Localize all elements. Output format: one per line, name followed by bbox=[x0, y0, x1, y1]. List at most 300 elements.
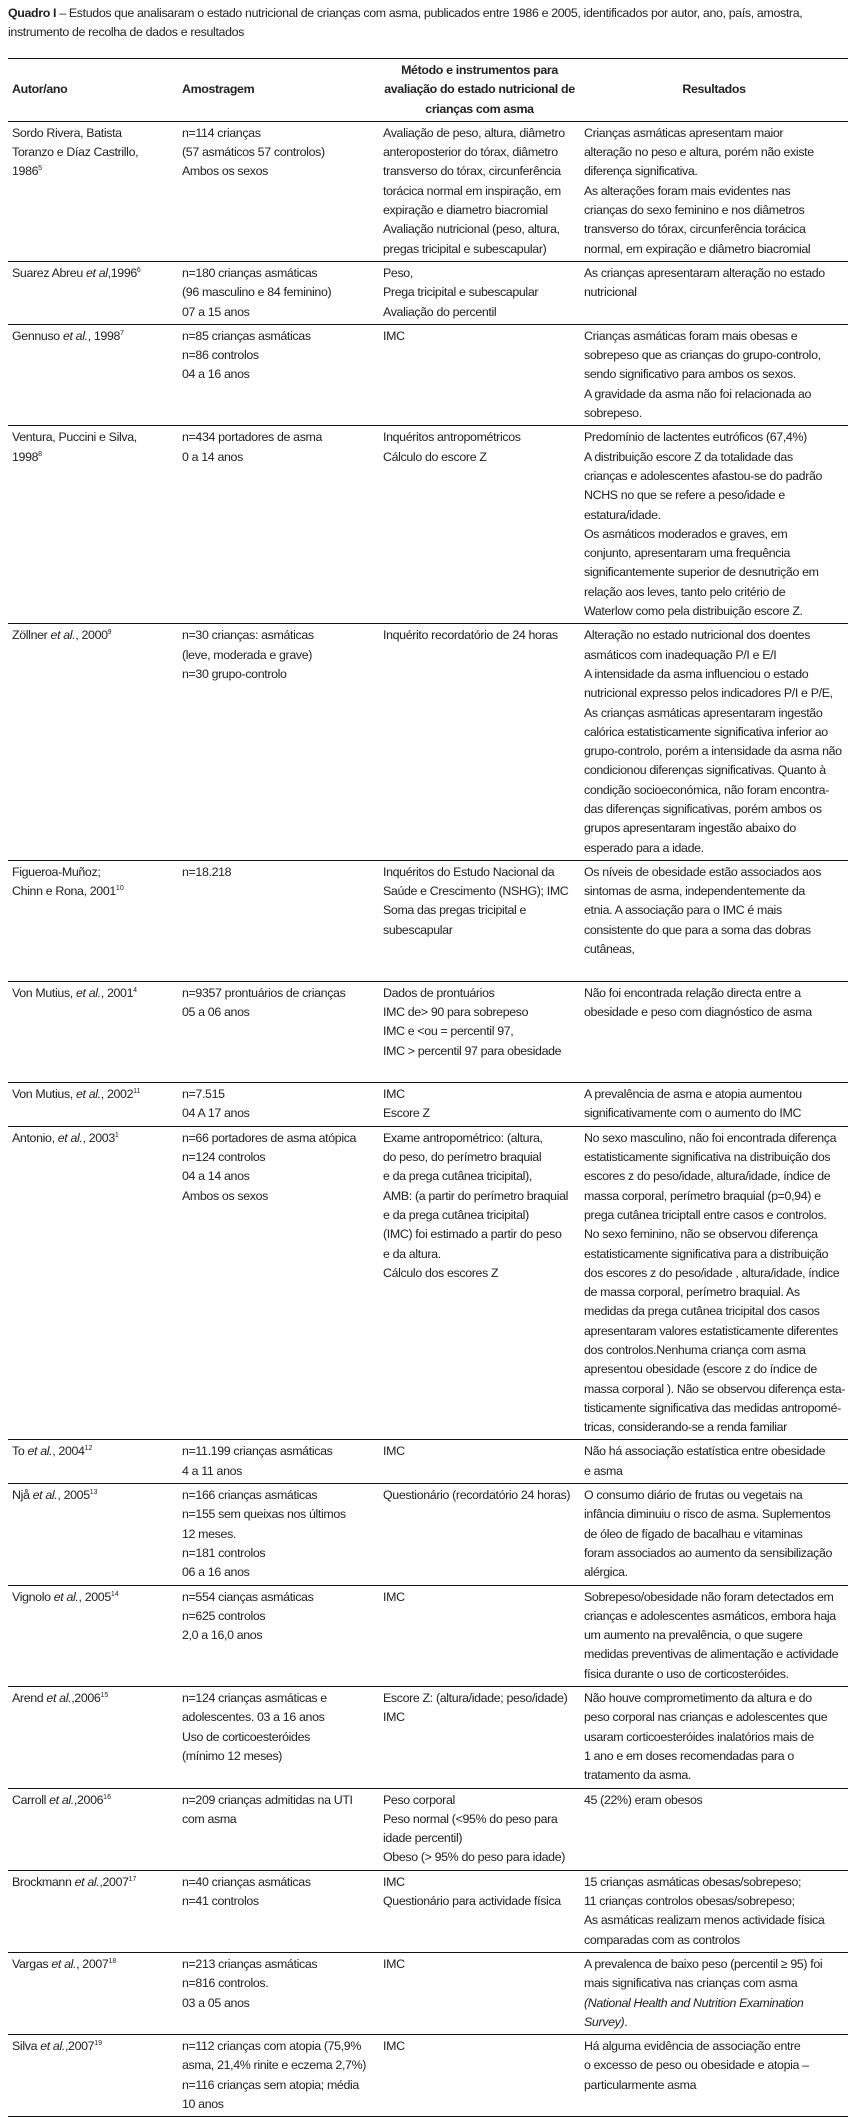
autor-line bbox=[12, 863, 174, 882]
resultados-line: sintomas de asma, independentemente da bbox=[584, 884, 805, 899]
metodo-line: Prega tricipital e subescapular bbox=[383, 285, 539, 300]
resultados-line: crianças do sexo feminino e nos diâmetros bbox=[584, 203, 805, 218]
metodo-line: Inquéritos antropométricos bbox=[383, 430, 521, 445]
reference-superscript: 5 bbox=[38, 165, 43, 173]
cell-autor bbox=[8, 1687, 178, 1788]
amostragem-line: n=85 crianças asmáticas bbox=[182, 328, 311, 343]
text-part: ,2006 bbox=[73, 1792, 104, 1807]
resultados-line: As alterações foram mais evidentes nas bbox=[584, 183, 791, 198]
text-part: Vignolo bbox=[12, 1589, 54, 1604]
metodo-line: AMB: (a partir do perímetro braquial bbox=[383, 1188, 569, 1203]
autor-line bbox=[12, 1873, 174, 1892]
table-row bbox=[8, 1870, 848, 1952]
cell-amostragem bbox=[178, 1952, 379, 2034]
resultados-line: significantemente superior de desnutrição em bbox=[584, 565, 819, 580]
reference-superscript: 9 bbox=[107, 629, 112, 637]
amostragem-line: n=213 crianças asmáticas bbox=[182, 1956, 318, 1971]
autor-line bbox=[12, 327, 174, 346]
amostragem-line: (57 asmáticos 57 controlos) bbox=[182, 145, 325, 160]
resultados-line: A distribuição escore Z da totalidade das bbox=[584, 449, 793, 464]
cell-autor bbox=[8, 426, 178, 624]
amostragem-line: n=166 crianças asmáticas bbox=[182, 1488, 318, 1503]
cell-amostragem bbox=[178, 1484, 379, 1585]
resultados-line: grupo-controlo, porém a intensidade da asma não bbox=[584, 744, 842, 759]
resultados-line: prega cutânea triciptall entre casos e controlos. bbox=[584, 1207, 827, 1222]
metodo-line: Cálculo dos escores Z bbox=[383, 1265, 499, 1280]
metodo-line: Soma das pregas tricipital e bbox=[383, 903, 527, 918]
cell-autor bbox=[8, 1952, 178, 2034]
text-part: Von Mutius, bbox=[12, 1087, 76, 1102]
text-part: Njå bbox=[12, 1488, 33, 1503]
table-row bbox=[8, 1952, 848, 2034]
amostragem-line: n=66 portadores de asma atópica bbox=[182, 1130, 357, 1145]
cell-resultados bbox=[580, 1083, 848, 1127]
metodo-line: Exame antropométrico: (altura, bbox=[383, 1130, 543, 1145]
resultados-line: As crianças apresentaram alteração no estado bbox=[584, 265, 825, 280]
amostragem-line: 04 a 14 anos bbox=[182, 1169, 250, 1184]
metodo-line: torácica normal em inspiração, em bbox=[383, 183, 561, 198]
resultados-line: relação aos leves, tanto pelo critério de bbox=[584, 584, 786, 599]
text-part: ,2006 bbox=[71, 1691, 101, 1706]
cell-amostragem bbox=[178, 261, 379, 324]
metodo-line: Peso corporal bbox=[383, 1792, 455, 1807]
autor-line bbox=[12, 264, 174, 283]
autor-line bbox=[12, 626, 174, 645]
resultados-line: 11 crianças controlos obesas/sobrepeso; bbox=[584, 1894, 795, 1909]
resultados-line: NCHS no que se refere a peso/idade e bbox=[584, 488, 785, 503]
cell-autor bbox=[8, 2035, 178, 2117]
reference-superscript: 8 bbox=[38, 450, 43, 458]
cell-resultados bbox=[580, 1870, 848, 1952]
amostragem-line: 05 a 06 anos bbox=[182, 1004, 250, 1019]
autor-line bbox=[12, 162, 174, 181]
text-part: Zöllner bbox=[12, 628, 51, 643]
table-row bbox=[8, 1687, 848, 1788]
resultados-line: 1 ano e em doses recomendadas para o bbox=[584, 1748, 794, 1763]
cell-metodo bbox=[379, 624, 580, 861]
header-metodo-line: avaliação do estado nutricional de bbox=[384, 82, 575, 97]
metodo-line: Escore Z bbox=[383, 1106, 430, 1121]
reference-superscript: 11 bbox=[133, 1088, 141, 1096]
metodo-line: Obeso (> 95% do peso para idade) bbox=[383, 1850, 566, 1865]
reference-superscript: 10 bbox=[115, 885, 124, 893]
cell-autor bbox=[8, 1788, 178, 1870]
amostragem-line: 06 a 16 anos bbox=[182, 1565, 250, 1580]
resultados-line: Sobrepeso/obesidade não foram detectados em bbox=[584, 1589, 834, 1604]
table-caption bbox=[8, 4, 844, 42]
metodo-line: Inquérito recordatório de 24 horas bbox=[383, 628, 558, 643]
cell-autor bbox=[8, 1585, 178, 1686]
resultados-line: sendo significativo para ambos os sexos. bbox=[584, 367, 796, 382]
amostragem-line: com asma bbox=[182, 1811, 237, 1826]
italic-part: et al. bbox=[76, 985, 101, 1000]
text-part: Antonio, bbox=[12, 1130, 58, 1145]
table-header bbox=[8, 59, 848, 122]
cell-metodo bbox=[379, 2035, 580, 2117]
amostragem-line: n=30 grupo-controlo bbox=[182, 666, 287, 681]
metodo-line: e da prega cutânea tricipital), bbox=[383, 1169, 532, 1184]
metodo-line: (IMC) foi estimado a partir do peso bbox=[383, 1227, 562, 1242]
metodo-line: do peso, do perímetro braquial bbox=[383, 1150, 542, 1165]
text-part: Carroll bbox=[12, 1792, 50, 1807]
resultados-line: sobrepeso que as crianças do grupo-controlo, bbox=[584, 348, 821, 363]
metodo-line: Avaliação de peso, altura, diâmetro bbox=[383, 125, 565, 140]
text-part: , 2000 bbox=[75, 628, 108, 643]
reference-superscript: 19 bbox=[94, 2040, 103, 2048]
amostragem-line: n=209 crianças admitidas na UTI bbox=[182, 1792, 353, 1807]
metodo-line: anteroposterior do tórax, diâmetro bbox=[383, 145, 558, 160]
amostragem-line: n=11.199 crianças asmáticas bbox=[182, 1444, 333, 1459]
resultados-line: Os níveis de obesidade estão associados aos bbox=[584, 864, 822, 879]
text-part: , 2007 bbox=[76, 1956, 109, 1971]
cell-resultados bbox=[580, 1788, 848, 1870]
cell-autor bbox=[8, 1126, 178, 1440]
metodo-line: IMC bbox=[383, 1087, 405, 1102]
amostragem-line: asma, 21,4% rinite e eczema 2,7%) bbox=[182, 2058, 367, 2073]
amostragem-line: adolescentes. 03 a 16 anos bbox=[182, 1710, 325, 1725]
resultados-line: conjunto, apresentaram uma frequência bbox=[584, 546, 791, 561]
cell-metodo bbox=[379, 426, 580, 624]
amostragem-line: n=30 crianças: asmáticas bbox=[182, 628, 314, 643]
resultados-line: A intensidade da asma influenciou o estado bbox=[584, 666, 809, 681]
metodo-line: transverso do tórax, circunferência bbox=[383, 164, 561, 179]
text-part: ,2007 bbox=[64, 2039, 95, 2054]
resultados-line: massa corporal, perímetro braquial (p=0,94) e bbox=[584, 1188, 821, 1203]
resultados-line: As crianças asmáticas apresentaram ingestão bbox=[584, 705, 823, 720]
resultados-line: apresentou obesidade (escore z do índice de bbox=[584, 1362, 817, 1377]
resultados-line: nutricional bbox=[584, 285, 637, 300]
metodo-line: IMC de> 90 para sobrepeso bbox=[383, 1004, 529, 1019]
cell-amostragem bbox=[178, 1585, 379, 1686]
autor-line bbox=[12, 1588, 174, 1607]
header-metodo-line: Método e instrumentos para bbox=[401, 63, 558, 77]
reference-superscript: 7 bbox=[120, 329, 124, 337]
autor-line bbox=[12, 1129, 174, 1148]
cell-resultados bbox=[580, 1585, 848, 1686]
resultados-line: Os asmáticos moderados e graves, em bbox=[584, 526, 788, 541]
resultados-line: cutâneas, bbox=[584, 942, 635, 957]
italic-part: et al bbox=[85, 265, 108, 280]
resultados-line: das diferenças significativas, porém ambos os bbox=[584, 801, 822, 816]
cell-autor bbox=[8, 324, 178, 425]
resultados-line bbox=[584, 1994, 844, 2013]
header-resultados: Resultados bbox=[682, 82, 746, 97]
metodo-line: IMC e <ou = percentil 97, bbox=[383, 1024, 514, 1039]
metodo-line: IMC bbox=[383, 1874, 405, 1889]
resultados-line: obesidade e peso com diagnóstico de asma bbox=[584, 1004, 812, 1019]
amostragem-line: n=86 controlos bbox=[182, 348, 259, 363]
resultados-line: Crianças asmáticas apresentam maior bbox=[584, 125, 784, 140]
metodo-line: e da prega cutânea tricipital) bbox=[383, 1207, 529, 1222]
table-row bbox=[8, 2035, 848, 2117]
italic-part: et al. bbox=[32, 1488, 58, 1503]
amostragem-line: 03 a 05 anos bbox=[182, 1995, 250, 2010]
metodo-line: IMC bbox=[383, 1444, 405, 1459]
autor-line bbox=[12, 1955, 174, 1974]
text-part: , 2004 bbox=[52, 1444, 85, 1459]
italic-part: et al. bbox=[27, 1444, 53, 1459]
table-row bbox=[8, 121, 848, 261]
amostragem-line: n=7.515 bbox=[182, 1087, 225, 1102]
autor-line bbox=[12, 1689, 174, 1708]
table-body bbox=[8, 121, 848, 2116]
resultados-line: comparadas com as controlos bbox=[584, 1932, 740, 1947]
cell-autor bbox=[8, 860, 178, 981]
cell-metodo bbox=[379, 121, 580, 261]
text-part: , 2005 bbox=[78, 1589, 111, 1604]
resultados-line: sobrepeso. bbox=[584, 406, 642, 421]
cell-resultados bbox=[580, 981, 848, 1082]
autor-line bbox=[12, 428, 174, 447]
metodo-line: Questionário (recordatório 24 horas) bbox=[383, 1488, 571, 1503]
resultados-line: consistente do que para a soma das dobras bbox=[584, 922, 811, 937]
amostragem-line: 04 a 16 anos bbox=[182, 367, 250, 382]
table-row bbox=[8, 426, 848, 624]
cell-amostragem bbox=[178, 860, 379, 981]
cell-amostragem bbox=[178, 1788, 379, 1870]
reference-superscript: 1 bbox=[114, 1131, 119, 1139]
metodo-line: idade percentil) bbox=[383, 1831, 463, 1846]
header-amostragem: Amostragem bbox=[182, 82, 255, 97]
resultados-line: condição socioeconómica, não foram encontra- bbox=[584, 782, 829, 797]
reference-superscript: 14 bbox=[110, 1590, 119, 1598]
text-part: Silva bbox=[12, 2039, 41, 2054]
amostragem-line: n=124 controlos bbox=[182, 1150, 266, 1165]
autor-line bbox=[12, 124, 174, 143]
metodo-line: Peso normal (<95% do peso para bbox=[383, 1811, 558, 1826]
cell-autor bbox=[8, 981, 178, 1082]
table-row bbox=[8, 1788, 848, 1870]
resultados-line: peso corporal nas crianças e adolescentes que bbox=[584, 1710, 828, 1725]
metodo-line: subescapular bbox=[383, 922, 453, 937]
cell-metodo bbox=[379, 1788, 580, 1870]
text-part: 1998 bbox=[12, 449, 39, 464]
amostragem-line: n=180 crianças asmáticas bbox=[182, 265, 318, 280]
resultados-line: massa corporal ). Não se observou diferença esta- bbox=[584, 1381, 846, 1396]
italic-part: Survey) bbox=[584, 2014, 625, 2029]
resultados-line: calórica estatisticamente significativa inferior ao bbox=[584, 724, 828, 739]
resultados-line: Há alguma evidência de associação entre bbox=[584, 2039, 801, 2054]
cell-resultados bbox=[580, 261, 848, 324]
metodo-line: IMC bbox=[383, 2039, 405, 2054]
text-part: Arend bbox=[12, 1691, 47, 1706]
resultados-line: Predomínio de lactentes eutróficos (67,4%) bbox=[584, 430, 807, 445]
text-part: . bbox=[624, 2014, 628, 2029]
header-row bbox=[8, 59, 848, 122]
resultados-line: alérgica. bbox=[584, 1565, 628, 1580]
resultados-line: de massa corporal, perímetro braquial. As bbox=[584, 1285, 800, 1300]
cell-resultados bbox=[580, 1687, 848, 1788]
resultados-line: dos controlos.Nenhuma criança com asma bbox=[584, 1343, 806, 1357]
text-part: Suarez Abreu bbox=[12, 265, 86, 280]
resultados-line bbox=[584, 959, 844, 978]
cell-metodo bbox=[379, 1126, 580, 1440]
resultados-line: alteração no peso e altura, porém não existe bbox=[584, 145, 814, 160]
resultados-line: etnia. A associação para o IMC é mais bbox=[584, 903, 782, 918]
table-row bbox=[8, 324, 848, 425]
autor-line bbox=[12, 143, 174, 162]
resultados-line: A prevalenca de baixo peso (percentil ≥ 95) foi bbox=[584, 1956, 823, 1971]
table-row bbox=[8, 981, 848, 1082]
text-part: ,1996 bbox=[107, 265, 137, 280]
text-part: To bbox=[12, 1444, 28, 1459]
italic-part: et al. bbox=[53, 1589, 79, 1604]
italic-part: et al. bbox=[51, 1956, 77, 1971]
resultados-line: No sexo masculino, não foi encontrada diferença bbox=[584, 1130, 837, 1145]
amostragem-line: n=41 controlos bbox=[182, 1894, 259, 1909]
resultados-line: infância diminuiu o risco de asma. Suplementos bbox=[584, 1507, 831, 1522]
cell-metodo bbox=[379, 261, 580, 324]
header-metodo-line: crianças com asma bbox=[425, 101, 534, 116]
resultados-line: Waterlow como pela distribuição escore Z. bbox=[584, 604, 803, 619]
amostragem-line: Ambos os sexos bbox=[182, 1188, 269, 1203]
resultados-line: de óleo de fígado de bacalhau e vitaminas bbox=[584, 1526, 803, 1541]
metodo-line: Escore Z: (altura/idade; peso/idade) bbox=[383, 1691, 568, 1706]
cell-amostragem bbox=[178, 324, 379, 425]
metodo-line: Peso, bbox=[383, 265, 413, 280]
resultados-line: A gravidade da asma não foi relacionada ao bbox=[584, 386, 812, 401]
metodo-line: pregas tricipital e subescapular) bbox=[383, 241, 547, 256]
text-part: , 1998 bbox=[87, 328, 121, 343]
metodo-line bbox=[383, 1061, 576, 1080]
resultados-line bbox=[584, 2013, 844, 2032]
cell-metodo bbox=[379, 1083, 580, 1127]
cell-autor bbox=[8, 1440, 178, 1484]
cell-metodo bbox=[379, 860, 580, 981]
italic-part: et al. bbox=[40, 2039, 65, 2054]
resultados-line: esperado para a idade. bbox=[584, 840, 704, 855]
resultados-line: estatisticamente significativa na distribuição dos bbox=[584, 1150, 831, 1165]
metodo-line: e da altura. bbox=[383, 1246, 441, 1261]
resultados-line: foram associados ao aumento da sensibilização bbox=[584, 1545, 833, 1560]
amostragem-line: n=9357 prontuários de crianças bbox=[182, 985, 346, 1000]
resultados-line: tratamento da asma. bbox=[584, 1768, 691, 1783]
autor-line bbox=[12, 2037, 174, 2056]
table-row bbox=[8, 1440, 848, 1484]
amostragem-line: 0 a 14 anos bbox=[182, 449, 243, 464]
metodo-line: IMC > percentil 97 para obesidade bbox=[383, 1043, 562, 1058]
resultados-line: mais significativa nas crianças com asma bbox=[584, 1976, 798, 1991]
reference-superscript: 13 bbox=[89, 1489, 98, 1497]
text-part: , 2001 bbox=[100, 985, 134, 1000]
text-part: , 2002 bbox=[100, 1087, 134, 1102]
metodo-line: IMC bbox=[383, 328, 405, 343]
metodo-line: Dados de prontuários bbox=[383, 985, 495, 1000]
amostragem-line: n=40 crianças asmáticas bbox=[182, 1874, 311, 1889]
reference-superscript: 4 bbox=[133, 986, 138, 994]
resultados-line: crianças e adolescentes afastou-se do padrão bbox=[584, 468, 823, 483]
cell-amostragem bbox=[178, 426, 379, 624]
resultados-line: condicionou diferenças significativas. Quanto à bbox=[584, 763, 826, 778]
autor-line bbox=[12, 448, 174, 467]
cell-autor bbox=[8, 121, 178, 261]
text-part: Gennuso bbox=[12, 328, 63, 343]
metodo-line: Saúde e Crescimento (NSHG); IMC bbox=[383, 884, 569, 899]
metodo-line: expiração e diametro biacromial bbox=[383, 203, 548, 218]
metodo-line: IMC bbox=[383, 1956, 405, 1971]
amostragem-line: n=181 controlos bbox=[182, 1545, 266, 1560]
resultados-line: grupos apresentaram ingestão abaixo do bbox=[584, 821, 796, 836]
reference-superscript: 17 bbox=[128, 1875, 137, 1883]
cell-metodo bbox=[379, 1870, 580, 1952]
reference-superscript: 18 bbox=[108, 1957, 117, 1965]
resultados-line: apresentaram valores estatisticamente diferentes bbox=[584, 1323, 838, 1338]
resultados-line: 45 (22%) eram obesos bbox=[584, 1792, 703, 1807]
amostragem-line: n=124 crianças asmáticas e bbox=[182, 1691, 327, 1706]
amostragem-line: 07 a 15 anos bbox=[182, 304, 250, 319]
amostragem-line: n=554 cianças asmáticas bbox=[182, 1589, 314, 1604]
text-part: Brockmann bbox=[12, 1874, 75, 1889]
autor-line bbox=[12, 1442, 174, 1461]
cell-resultados bbox=[580, 1126, 848, 1440]
text-part: ,2007 bbox=[99, 1874, 129, 1889]
amostragem-line: (mínimo 12 meses) bbox=[182, 1748, 283, 1763]
resultados-line: Não houve comprometimento da altura e do bbox=[584, 1691, 812, 1706]
cell-metodo bbox=[379, 1952, 580, 2034]
resultados-line: estatura/idade. bbox=[584, 507, 661, 522]
cell-metodo bbox=[379, 1687, 580, 1788]
text-part: 1986 bbox=[12, 164, 39, 179]
reference-superscript: 15 bbox=[100, 1692, 109, 1700]
table-row bbox=[8, 860, 848, 981]
resultados-line: crianças e adolescentes asmáticos, embora haja bbox=[584, 1608, 836, 1623]
resultados-line: estatisticamente significativa para a distribuição bbox=[584, 1246, 829, 1261]
autor-line bbox=[12, 984, 174, 1003]
resultados-line: asmáticos com inadequação P/I e E/I bbox=[584, 647, 777, 662]
studies-table bbox=[8, 58, 848, 2117]
resultados-line: dos escores z do peso/idade , altura/idade, índice bbox=[584, 1265, 840, 1280]
cell-metodo bbox=[379, 1484, 580, 1585]
metodo-line: Questionário para actividade física bbox=[383, 1894, 561, 1909]
caption-label: Quadro I bbox=[8, 6, 57, 20]
autor-line bbox=[12, 1486, 174, 1505]
resultados-line: diferença significativa. bbox=[584, 164, 698, 179]
amostragem-line: 04 A 17 anos bbox=[182, 1106, 250, 1121]
header-autor-ano: Autor/ano bbox=[12, 82, 68, 97]
text-part: , 2003 bbox=[82, 1130, 115, 1145]
resultados-line: 15 crianças asmáticas obesas/sobrepeso; bbox=[584, 1874, 802, 1889]
resultados-line: medidas da prega cutânea tricipital dos casos bbox=[584, 1304, 820, 1319]
cell-amostragem bbox=[178, 1687, 379, 1788]
metodo-line: Avaliação do percentil bbox=[383, 304, 497, 319]
resultados-line: Não foi encontrada relação directa entre a bbox=[584, 985, 801, 1000]
cell-metodo bbox=[379, 1440, 580, 1484]
cell-autor bbox=[8, 624, 178, 861]
cell-autor bbox=[8, 1484, 178, 1585]
cell-amostragem bbox=[178, 981, 379, 1082]
resultados-line: normal, em expiração e diâmetro biacromial bbox=[584, 241, 811, 256]
resultados-line: As asmáticas realizam menos actividade física bbox=[584, 1913, 825, 1928]
reference-superscript: 6 bbox=[136, 266, 141, 274]
cell-amostragem bbox=[178, 624, 379, 861]
metodo-line: Cálculo do escore Z bbox=[383, 449, 487, 464]
amostragem-line: (leve, moderada e grave) bbox=[182, 647, 313, 662]
cell-resultados bbox=[580, 860, 848, 981]
amostragem-line: (96 masculino e 84 feminino) bbox=[182, 285, 332, 300]
cell-resultados bbox=[580, 121, 848, 261]
resultados-line: o excesso de peso ou obesidade e atopia – bbox=[584, 2058, 809, 2073]
amostragem-line: n=434 portadores de asma bbox=[182, 430, 323, 445]
autor-line bbox=[12, 1791, 174, 1810]
amostragem-line: n=114 crianças bbox=[182, 125, 261, 140]
resultados-line: nutricional expresso pelos indicadores P/I e P/E, bbox=[584, 686, 833, 701]
amostragem-line: Uso de corticoesteróides bbox=[182, 1729, 310, 1744]
cell-resultados bbox=[580, 624, 848, 861]
resultados-line: Não há associação estatística entre obesidade bbox=[584, 1444, 826, 1459]
resultados-line: tisticamente significativa das medidas antropomé- bbox=[584, 1400, 841, 1415]
italic-part: et al. bbox=[50, 628, 76, 643]
cell-amostragem bbox=[178, 1870, 379, 1952]
